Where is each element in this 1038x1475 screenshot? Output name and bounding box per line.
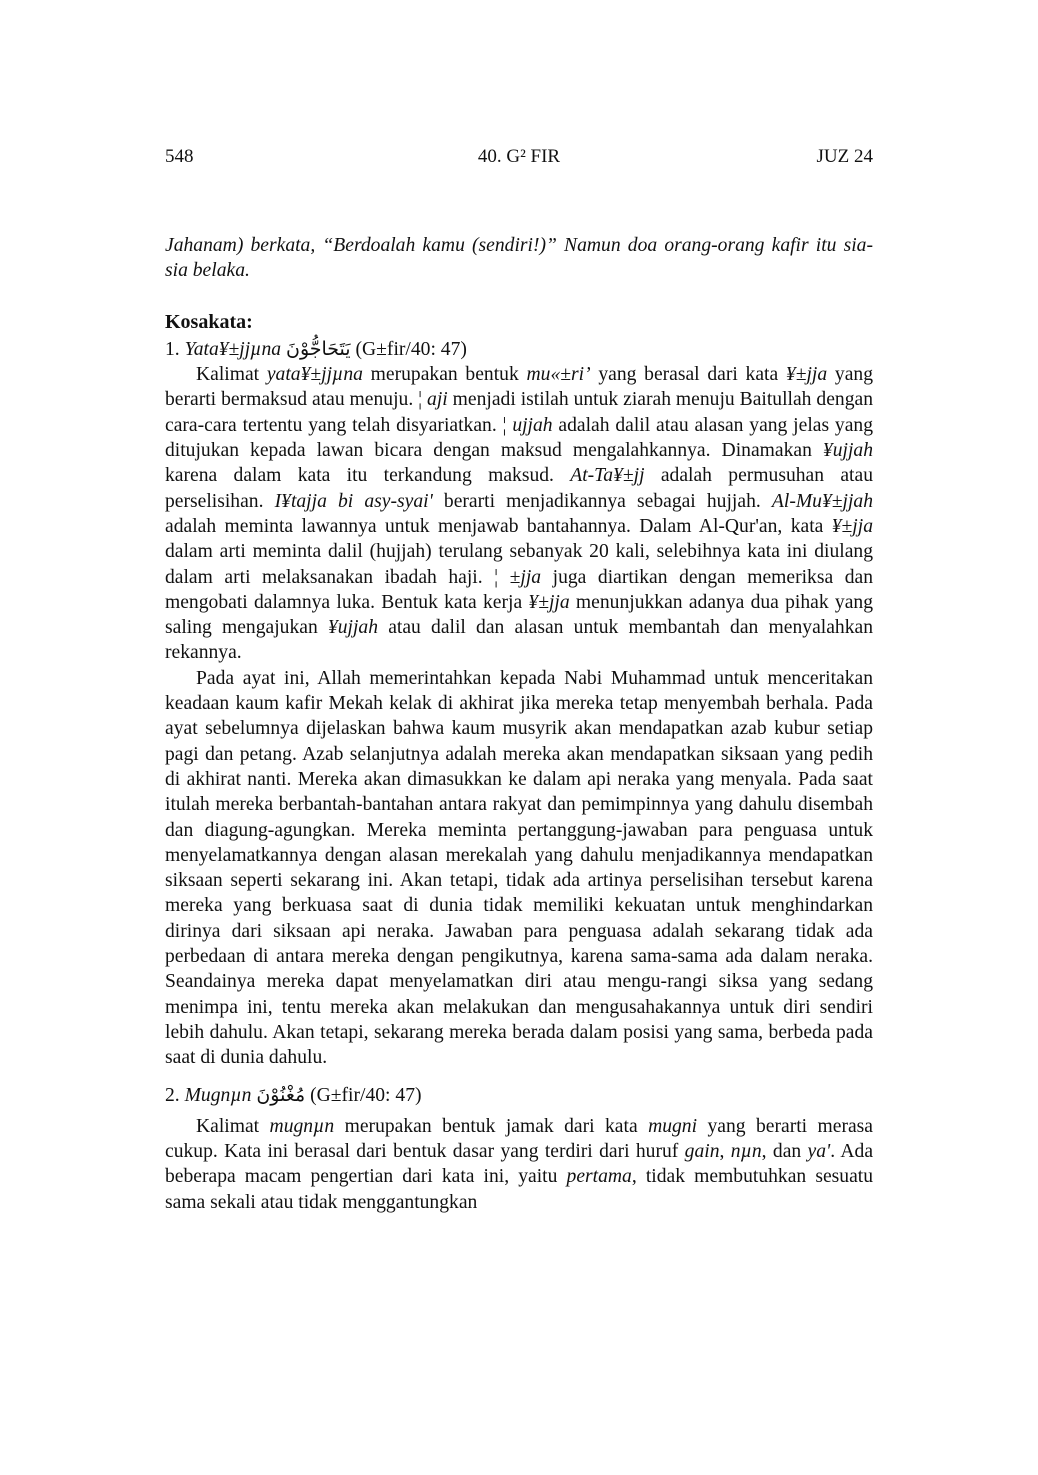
entry-1-title xyxy=(165,337,873,362)
juz-label: JUZ 24 xyxy=(816,146,873,167)
entry-1-number: 1. xyxy=(165,338,180,360)
entry-1-paragraph-1: Kalimat yata¥±jjµna merupakan bentuk mu«±ri’ yang berasal dari kata ¥±jja yang berarti bermaksud atau menuju. ¦ aji menjadi istilah untuk ziarah menuju Baitullah dengan cara-cara tertentu yang telah disyariatkan. ¦ ujjah adalah dalil atau alasan yang jelas yang ditujukan kepada lawan bicara dengan maksud mengalahkannya. Dinamakan ¥ujjah karena dalam kata itu terkandung maksud. At-Ta¥±jj adalah permusuhan atau perselisihan. I¥tajja bi asy-syai' berarti menjadikannya sebagai hujjah. Al-Mu¥±jjah adalah meminta lawannya untuk menjawab bantahannya. Dalam Al-Qur'an, kata ¥±jja dalam arti meminta dalil (hujjah) terulang sebanyak 20 kali, selebihnya kata ini diulang dalam arti melaksanakan ibadah haji. ¦ ±jja juga diartikan dengan memeriksa dan mengobati dalamnya luka. Bentuk kata kerja ¥±jja menunjukkan adanya dua pihak yang saling mengajukan ¥ujjah atau dalil dan alasan untuk membantah dan menyalahkan rekannya. xyxy=(165,364,874,664)
entry-2-arabic: مُغْنُوْنَ xyxy=(256,1083,306,1106)
page-number: 548 xyxy=(165,146,194,167)
entry-1-paragraph-2: Pada ayat ini, Allah memerintahkan kepada Nabi Muhammad untuk menceritakan keadaan kaum kafir Mekah kelak di akhirat jika mereka tetap menyembah berhala. Pada ayat sebelumnya dijelaskan bahwa kaum musyrik akan mendapatkan azab kubur setiap pagi dan petang. Azab selanjutnya adalah mereka akan mendapatkan siksaan yang pedih di akhirat nanti. Mereka akan dimasukkan ke dalam api neraka yang menyala. Pada saat itulah mereka berbantah-bantahan antara rakyat dan pemimpinnya yang dahulu disembah dan diagung-agungkan. Mereka meminta pertanggung-jawaban para penguasa untuk menyelamatkannya dengan alasan merekalah yang dahulu menjadikannya mendapatkan siksaan seperti sekarang ini. Akan tetapi, tidak ada artinya perselisihan tersebut karena mereka yang berkuasa saat di dunia tidak memiliki kekuatan untuk menghindarkan dirinya dari siksaan api neraka. Jawaban para penguasa adalah sekarang tidak ada perbedaan di antara mereka dengan pengikutnya, karena sama-sama ada dalam neraka. Seandainya mereka dapat menyelamatkan diri atau mengu-rangi siksa yang sedang menimpa ini, tentu mereka akan melakukan dan mengusahakannya untuk diri sendiri lebih dahulu. Akan tetapi, sekarang mereka berada dalam posisi yang sama, berbeda pada saat di dunia dahulu. xyxy=(165,667,873,1069)
page-body xyxy=(165,233,873,1215)
entry-1-arabic: يَتَحَاجُّوْنَ xyxy=(285,337,351,360)
entry-1-reference: (G±fir/40: 47) xyxy=(355,338,467,360)
entry-2-reference: (G±fir/40: 47) xyxy=(310,1084,422,1106)
entry-2-term: Mugnµn xyxy=(184,1084,252,1106)
kosakata-heading: Kosakata: xyxy=(165,310,253,333)
chapter-title: 40. G² FIR xyxy=(477,146,561,167)
intro-paragraph: Jahanam) berkata, “Berdoalah kamu (sendiri!)” Namun doa orang-orang kafir itu sia-sia belaka. xyxy=(165,235,873,282)
entry-1-term: Yata¥±jjµna xyxy=(184,338,282,360)
running-header xyxy=(165,146,873,172)
entry-2-title xyxy=(165,1083,873,1108)
entry-2-paragraph-1: Kalimat mugnµn merupakan bentuk jamak dari kata mugni yang berarti merasa cukup. Kata ini berasal dari bentuk dasar yang terdiri dari huruf gain, nµn, dan ya'. Ada beberapa macam pengertian dari kata ini, yaitu pertama, tidak membutuhkan sesuatu sama sekali atau tidak menggantungkan xyxy=(165,1115,874,1213)
entry-2-number: 2. xyxy=(165,1084,180,1106)
